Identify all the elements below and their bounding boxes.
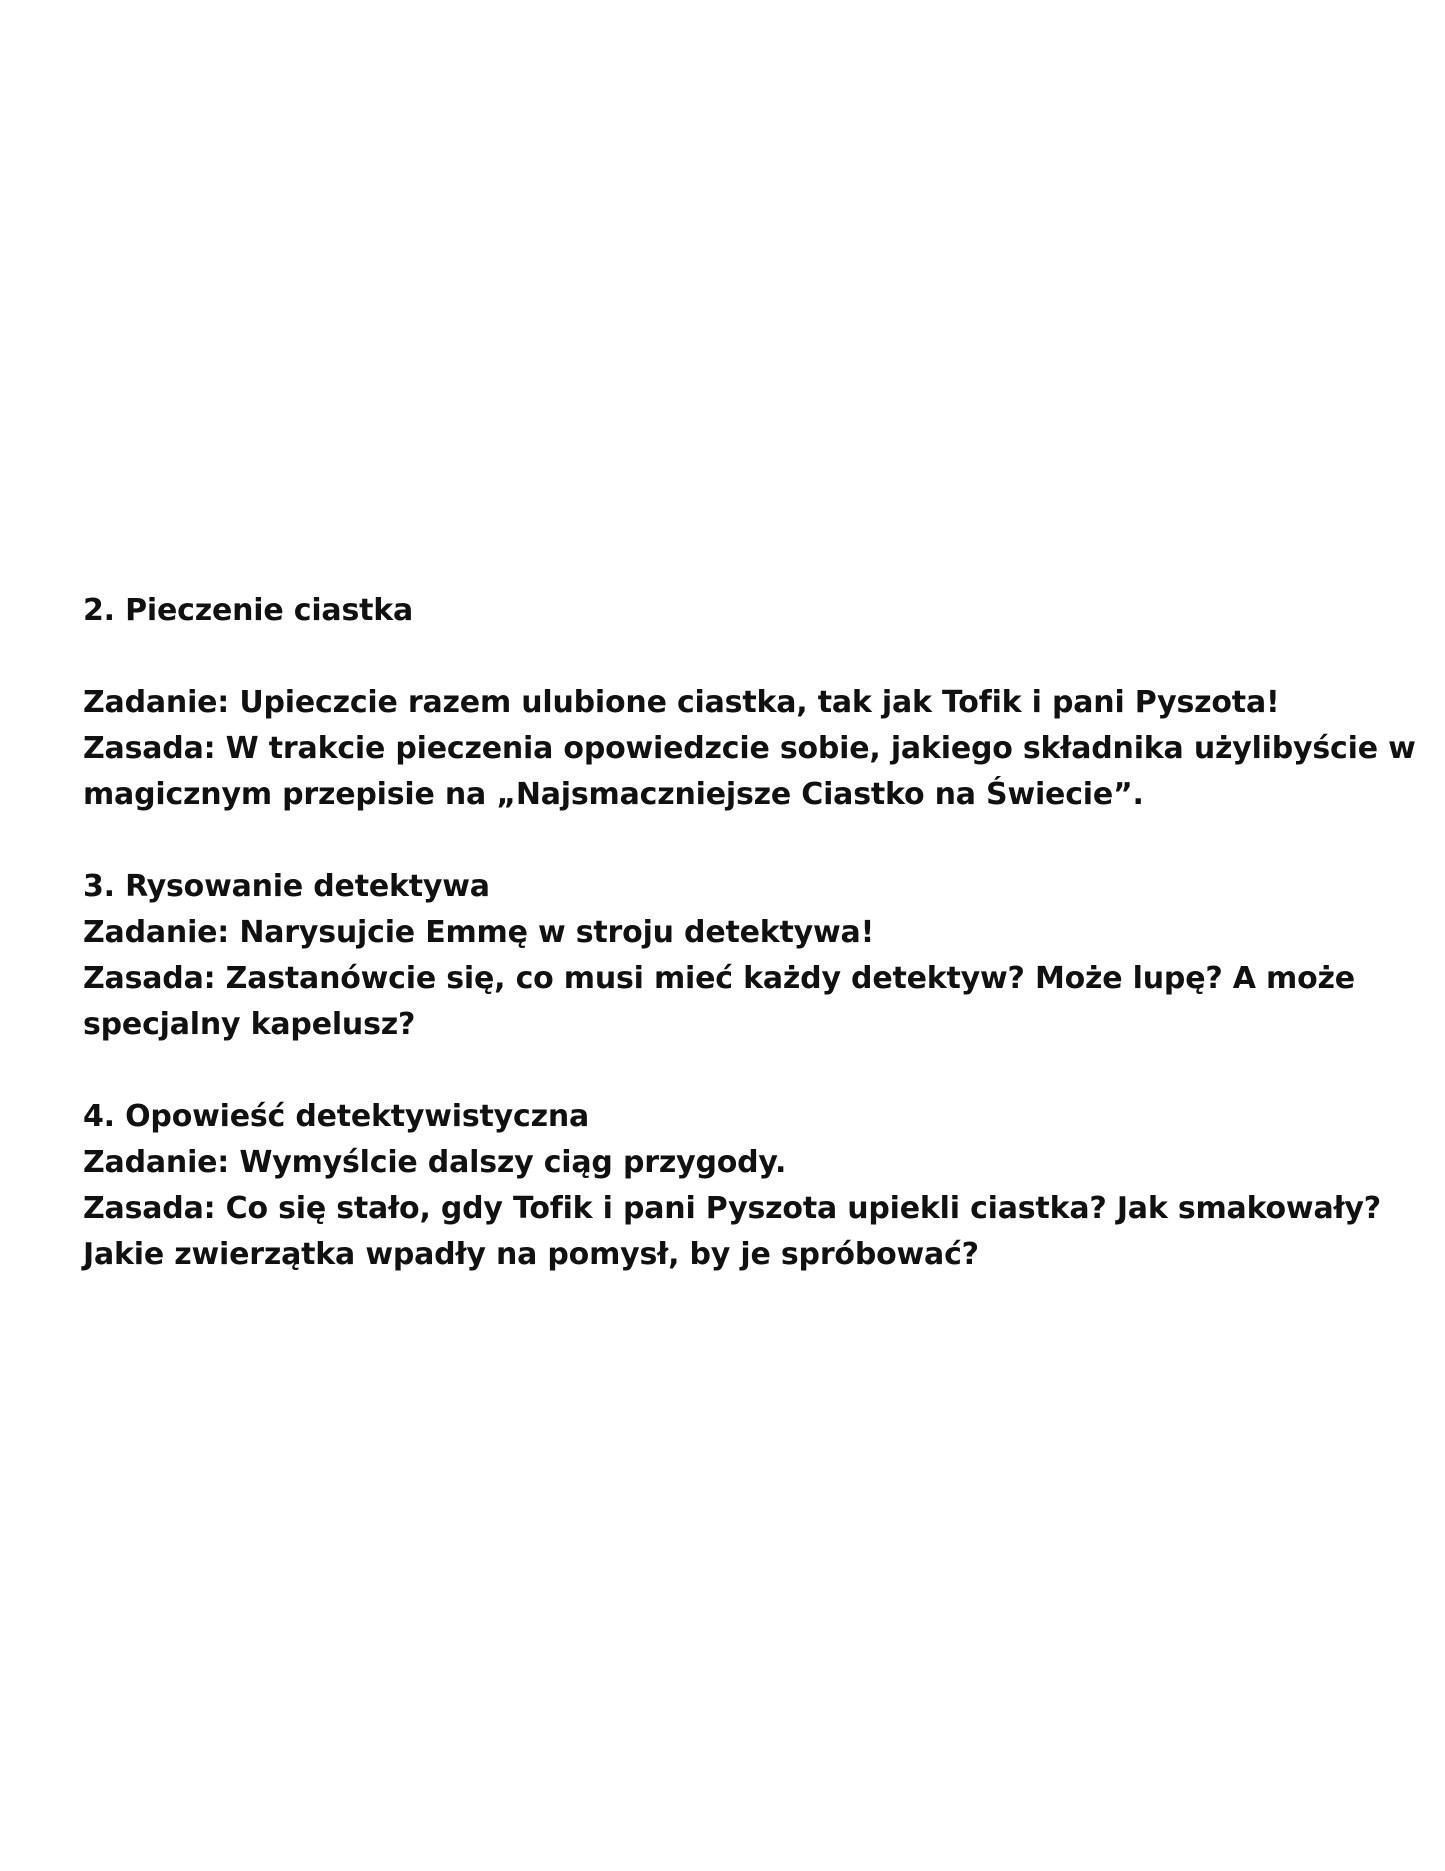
task-text: Zadanie: Wymyślcie dalszy ciąg przygody. bbox=[83, 1145, 787, 1180]
spacer bbox=[83, 634, 1383, 680]
rule-text: Zasada: Zastanówcie się, co musi mieć każdy detektyw? Może lupę? A może bbox=[83, 961, 1355, 996]
activity-list bbox=[83, 588, 1416, 1278]
spacer bbox=[83, 818, 1383, 864]
spacer bbox=[83, 1048, 1383, 1094]
section-heading: 3. Rysowanie detektywa bbox=[83, 869, 490, 904]
task-text: Zadanie: Upieczcie razem ulubione ciastka, tak jak Tofik i pani Pyszota! bbox=[83, 685, 1280, 720]
rule-text-continued: magicznym przepisie na „Najsmaczniejsze Ciastko na Świecie”. bbox=[83, 777, 1144, 812]
task-text: Zadanie: Narysujcie Emmę w stroju detektywa! bbox=[83, 915, 875, 950]
rule-text: Zasada: Co się stało, gdy Tofik i pani Pyszota upiekli ciastka? Jak smakowały? bbox=[83, 1191, 1381, 1226]
rule-text-continued: specjalny kapelusz? bbox=[83, 1007, 416, 1042]
rule-text-continued: Jakie zwierzątka wpadły na pomysł, by je spróbować? bbox=[83, 1237, 979, 1272]
rule-text: Zasada: W trakcie pieczenia opowiedzcie sobie, jakiego składnika użylibyście w bbox=[83, 731, 1416, 766]
section-heading: 4. Opowieść detektywistyczna bbox=[83, 1099, 590, 1134]
section-heading: 2. Pieczenie ciastka bbox=[83, 593, 414, 628]
